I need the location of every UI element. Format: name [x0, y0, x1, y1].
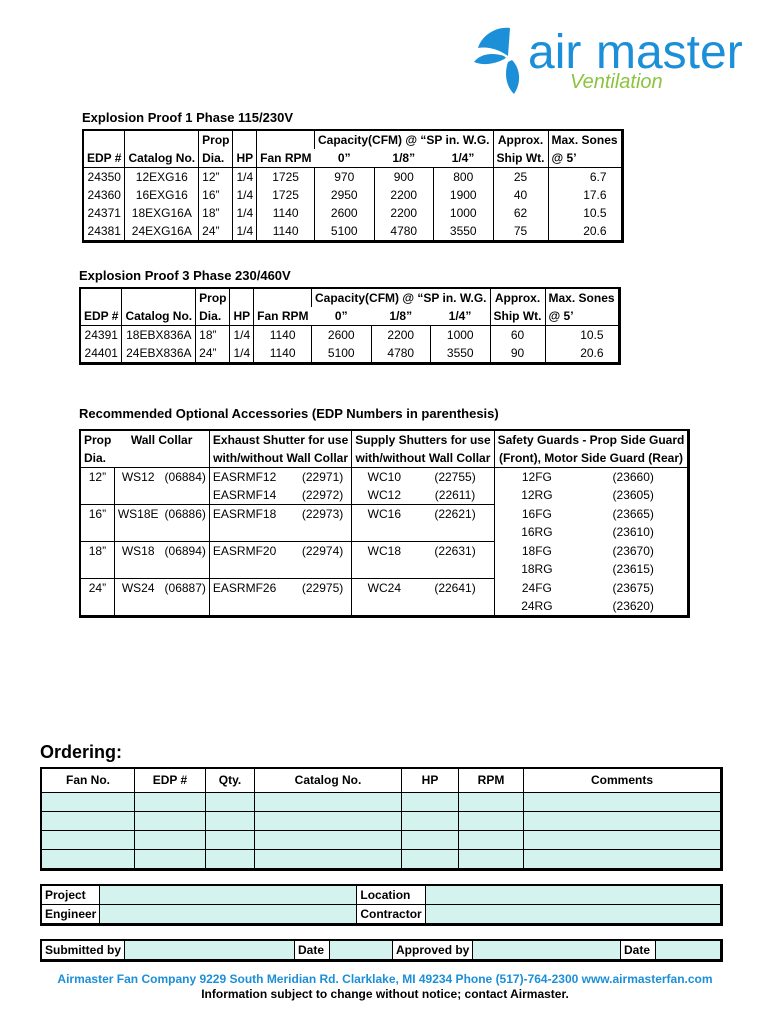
order-input-cell[interactable] [255, 792, 402, 811]
table-cell: 1140 [257, 222, 315, 242]
table-cell: 24” [199, 222, 233, 242]
table1 [82, 129, 624, 243]
table-cell: 25 [493, 168, 548, 187]
table-cell: 24371 [87, 206, 121, 220]
table-cell: 3550 [434, 222, 494, 242]
list-item [80, 579, 689, 598]
table-cell: 62 [493, 204, 548, 222]
table-cell: 12EXG16 [125, 168, 199, 187]
accessory-cell [416, 523, 494, 542]
table-cell: 2200 [374, 204, 434, 222]
order-row [41, 849, 722, 869]
acc-h-wall: Wall Collar [130, 433, 193, 447]
accessory-cell: (22975) [294, 579, 352, 598]
t2-h-capacity: Capacity(CFM) @ “SP in. W.G. [312, 288, 491, 307]
table-cell: 1725 [257, 186, 315, 204]
list-item [80, 486, 689, 505]
accessory-cell: WS18 [114, 542, 161, 561]
list-item [80, 560, 689, 579]
order-input-cell[interactable] [402, 849, 459, 869]
table-cell: 24401 [84, 346, 118, 360]
list-item [80, 597, 689, 617]
accessory-cell: 12RG [494, 486, 579, 505]
engineer-label: Engineer [41, 905, 100, 925]
accessory-cell [294, 597, 352, 617]
accessory-cell: 18RG [494, 560, 579, 579]
contractor-input[interactable] [425, 905, 721, 925]
submitted-label: Submitted by [45, 943, 122, 957]
date2-label: Date [621, 940, 656, 961]
accessory-cell [162, 560, 210, 579]
accessory-cell: (23665) [612, 506, 654, 521]
order-input-cell[interactable] [206, 792, 255, 811]
accessory-cell: 16RG [494, 523, 579, 542]
table-cell: 5100 [312, 344, 372, 364]
accessory-cell [114, 597, 161, 617]
table-cell: 24360 [87, 188, 121, 202]
table-cell: 24381 [87, 224, 121, 238]
table-cell: 75 [493, 222, 548, 242]
order-input-cell[interactable] [255, 830, 402, 849]
acc-h-sup1: Supply Shutters for use [352, 430, 494, 449]
table-cell: 18EBX836A [122, 326, 196, 345]
accessory-cell [352, 523, 417, 542]
accessory-cell [416, 560, 494, 579]
submitted-input[interactable] [125, 940, 295, 961]
t2-h-shipwt: Ship Wt. [490, 307, 545, 326]
ord-h-qty: Qty. [206, 768, 255, 792]
t2-h-sones: Max. Sones [545, 288, 619, 307]
accessory-cell [80, 486, 114, 505]
date1-label: Date [295, 940, 330, 961]
table-cell: 6.7 [548, 168, 622, 187]
accessory-cell: (22971) [294, 468, 352, 487]
accessory-cell: 24RG [494, 597, 579, 617]
order-input-cell[interactable] [206, 830, 255, 849]
project-input[interactable] [100, 885, 357, 905]
table-cell: 1/4 [233, 168, 257, 187]
order-input-cell[interactable] [459, 811, 524, 830]
logo-brand-air: air [528, 26, 582, 79]
order-input-cell[interactable] [524, 830, 722, 849]
table-cell: 10.5 [548, 204, 622, 222]
accessory-cell: EASRMF18 [209, 505, 293, 524]
accessory-cell: (23620) [612, 599, 654, 613]
approved-input[interactable] [473, 940, 621, 961]
table-cell: 24EBX836A [122, 344, 196, 364]
table-cell: 16EXG16 [125, 186, 199, 204]
acc-h-sup2: with/without Wall Collar [352, 449, 494, 468]
signature-table [40, 939, 723, 962]
ord-h-fanno: Fan No. [66, 773, 110, 788]
accessory-cell [162, 523, 210, 542]
accessory-cell [114, 523, 161, 542]
logo-sub: Ventilation [570, 71, 663, 93]
accessory-cell [294, 523, 352, 542]
accessories-table [79, 429, 690, 618]
table2 [79, 287, 621, 365]
accessory-cell: 18” [80, 542, 114, 561]
ordering-table [40, 767, 723, 871]
table-cell: 16” [199, 186, 233, 204]
table-cell: 1140 [257, 204, 315, 222]
order-row [41, 811, 722, 830]
order-input-cell[interactable] [255, 849, 402, 869]
acc-h-guard2: (Front), Motor Side Guard (Rear) [494, 449, 689, 468]
accessory-cell [80, 523, 114, 542]
accessory-cell: EASRMF12 [209, 468, 293, 487]
airmaster-logo [470, 18, 760, 98]
t2-h-approx: Approx. [490, 288, 545, 307]
t1-h-shipwt: Ship Wt. [493, 149, 548, 168]
table-cell: 970 [315, 168, 375, 187]
order-input-cell[interactable] [524, 849, 722, 869]
accessory-cell [114, 486, 161, 505]
accessory-cell: (23670) [612, 543, 654, 558]
table-cell: 1725 [257, 168, 315, 187]
table-row [83, 168, 622, 187]
project-label: Project [45, 888, 86, 902]
table-cell: 1000 [431, 326, 491, 345]
accessory-cell: (22611) [434, 488, 476, 502]
t1-h-0: 0” [337, 151, 351, 165]
order-input-cell[interactable] [459, 792, 524, 811]
table-cell: 18EXG16A [125, 204, 199, 222]
acc-h-exh1: Exhaust Shutter for use [209, 430, 351, 449]
table-cell: 1/4 [233, 204, 257, 222]
t1-h-hp: HP [233, 149, 257, 168]
order-input-cell[interactable] [206, 811, 255, 830]
accessory-cell [209, 560, 293, 579]
logo-brand-master: master [596, 26, 743, 79]
order-input-cell[interactable] [41, 830, 135, 849]
ordering-title: Ordering: [40, 742, 123, 762]
ord-h-hp: HP [402, 768, 459, 792]
table-cell: 1/4 [230, 344, 254, 364]
t1-h-capacity: Capacity(CFM) @ “SP in. W.G. [315, 130, 494, 149]
accessory-cell: (06894) [162, 542, 210, 561]
accessory-cell: 16FG [494, 505, 579, 524]
table-cell: 2950 [315, 186, 375, 204]
order-input-cell[interactable] [41, 849, 135, 869]
accessory-cell: (06887) [162, 579, 210, 598]
order-input-cell[interactable] [402, 792, 459, 811]
table-cell: 24391 [80, 326, 122, 345]
accessory-cell [80, 560, 114, 579]
table-cell: 24” [196, 344, 230, 364]
t1-h-catalog: Catalog No. [125, 149, 199, 168]
date1-input[interactable] [330, 940, 393, 961]
ord-h-rpm: RPM [459, 768, 524, 792]
accessory-cell: WC18 [352, 542, 417, 561]
list-item [80, 542, 689, 561]
table2-title: Explosion Proof 3 Phase 230/460V [79, 268, 291, 283]
accessory-cell: (22631) [416, 542, 494, 561]
order-input-cell[interactable] [135, 849, 206, 869]
accessory-cell [80, 597, 114, 617]
table-row [80, 326, 619, 345]
table-cell: 2600 [315, 204, 375, 222]
table-row [80, 344, 619, 364]
table-cell: 1/4 [233, 186, 257, 204]
list-item [80, 468, 689, 487]
order-row [41, 830, 722, 849]
table-cell: 1000 [434, 204, 494, 222]
acc-h-prop: Prop [84, 433, 112, 447]
date2-input[interactable] [656, 940, 722, 961]
order-input-cell[interactable] [524, 792, 722, 811]
t1-h-approx: Approx. [493, 130, 548, 149]
accessory-cell [416, 597, 494, 617]
t1-h-14: 1/4” [451, 151, 475, 165]
list-item [80, 523, 689, 542]
t1-h-prop: Prop [199, 130, 233, 149]
acc-h-guard1: Safety Guards - Prop Side Guard [494, 430, 689, 449]
accessory-cell: WC10 [352, 468, 417, 487]
accessory-cell [114, 560, 161, 579]
t1-h-dia: Dia. [199, 149, 233, 168]
accessory-cell [209, 597, 293, 617]
accessory-cell: (23660) [579, 468, 689, 487]
table-cell: 2200 [374, 186, 434, 204]
accessory-cell [352, 560, 417, 579]
t1-h-edp: EDP # [87, 151, 122, 165]
t1-h-rpm: Fan RPM [257, 149, 315, 168]
t2-h-dia: Dia. [196, 307, 230, 326]
accessory-cell: (22973) [294, 505, 352, 524]
accessory-cell: EASRMF14 [209, 486, 293, 505]
t2-h-14: 1/4” [448, 309, 472, 323]
location-input[interactable] [425, 885, 721, 905]
t1-h-sones: Max. Sones [548, 130, 622, 149]
t2-h-prop: Prop [196, 288, 230, 307]
accessory-cell: (23675) [612, 580, 654, 595]
order-row [41, 792, 722, 811]
t2-h-18: 1/8” [389, 309, 413, 323]
accessory-cell: 24” [80, 579, 114, 598]
table-cell: 4780 [374, 222, 434, 242]
t2-h-5ft: @ 5’ [545, 307, 619, 326]
accessory-cell [352, 597, 417, 617]
accessory-cell: WS18E [114, 505, 161, 524]
table-cell: 1/4 [230, 326, 254, 345]
propeller-icon [474, 28, 519, 94]
engineer-input[interactable] [100, 905, 357, 925]
accessory-cell: (22641) [416, 579, 494, 598]
table-cell: 18” [196, 326, 230, 345]
order-input-cell[interactable] [255, 811, 402, 830]
list-item [80, 505, 689, 524]
order-input-cell[interactable] [402, 830, 459, 849]
order-input-cell[interactable] [402, 811, 459, 830]
accessory-cell: 24FG [494, 579, 579, 598]
accessory-cell: WC16 [352, 505, 417, 524]
table-cell: 900 [374, 168, 434, 187]
table-cell: 800 [434, 168, 494, 187]
table-row [83, 186, 622, 204]
accessory-cell: 18FG [494, 542, 579, 561]
table-cell: 1140 [254, 326, 312, 345]
t2-h-catalog: Catalog No. [122, 307, 196, 326]
accessory-cell: (22621) [416, 505, 494, 524]
order-input-cell[interactable] [135, 830, 206, 849]
table-cell: 1140 [254, 344, 312, 364]
accessory-cell: (23615) [612, 562, 654, 577]
table-row [83, 204, 622, 222]
table1-title: Explosion Proof 1 Phase 115/230V [82, 110, 293, 125]
accessory-cell: (06884) [162, 468, 210, 487]
project-table [40, 884, 723, 926]
accessory-cell: 12” [80, 468, 114, 487]
ord-h-catalog: Catalog No. [255, 768, 402, 792]
t2-h-edp: EDP # [84, 309, 119, 323]
accessory-cell: EASRMF26 [209, 579, 293, 598]
accessory-cell: WS12 [114, 468, 161, 487]
table-cell: 18” [199, 204, 233, 222]
table-cell: 1900 [434, 186, 494, 204]
ord-h-edp: EDP # [135, 768, 206, 792]
table-row [83, 222, 622, 242]
table-cell: 5100 [315, 222, 375, 242]
contractor-label: Contractor [357, 905, 425, 925]
table-cell: 20.6 [545, 344, 619, 364]
table-cell: 1/4 [233, 222, 257, 242]
table-cell: 10.5 [545, 326, 619, 345]
table-cell: 12” [199, 168, 233, 187]
acc-h-exh2: with/without Wall Collar [209, 449, 351, 468]
accessory-cell [209, 523, 293, 542]
accessory-cell: 12FG [494, 468, 579, 487]
accessory-cell: (22972) [301, 488, 344, 502]
t2-h-0: 0” [334, 309, 348, 323]
acc-h-dia: Dia. [84, 451, 107, 465]
t1-h-18: 1/8” [392, 151, 416, 165]
order-input-cell[interactable] [135, 811, 206, 830]
order-input-cell[interactable] [459, 830, 524, 849]
ord-h-comments: Comments [524, 768, 722, 792]
accessory-cell: (23605) [612, 488, 654, 503]
order-input-cell[interactable] [206, 849, 255, 869]
accessory-cell [162, 486, 210, 505]
table-cell: 24350 [83, 168, 125, 187]
accessory-cell: 16” [80, 505, 114, 524]
accessory-cell: WC12 [352, 486, 417, 505]
t1-h-5ft: @ 5’ [548, 149, 622, 168]
order-input-cell[interactable] [41, 792, 135, 811]
accessory-cell: (22974) [294, 542, 352, 561]
approved-label: Approved by [393, 940, 473, 961]
table-cell: 60 [490, 326, 545, 345]
table-cell: 20.6 [548, 222, 622, 242]
order-input-cell[interactable] [459, 849, 524, 869]
table-cell: 90 [490, 344, 545, 364]
accessory-cell: (06886) [162, 505, 210, 524]
table-cell: 3550 [431, 344, 491, 364]
t2-h-hp: HP [230, 307, 254, 326]
table-cell: 2200 [371, 326, 431, 345]
footer-address: Airmaster Fan Company 9229 South Meridian Rd. Clarklake, MI 49234 Phone (517)-764-2300 www.airmasterfan.com [57, 972, 713, 986]
table-cell: 2600 [312, 326, 372, 345]
accessory-cell: EASRMF20 [209, 542, 293, 561]
table-cell: 40 [493, 186, 548, 204]
order-input-cell[interactable] [135, 792, 206, 811]
accessory-cell: WC24 [352, 579, 417, 598]
table-cell: 17.6 [548, 186, 622, 204]
location-label: Location [357, 885, 425, 905]
accessory-cell: (22755) [416, 468, 494, 487]
accessory-cell [294, 560, 352, 579]
order-input-cell[interactable] [41, 811, 135, 830]
table-cell: 4780 [371, 344, 431, 364]
accessory-cell: (23610) [612, 525, 654, 540]
accessories-title: Recommended Optional Accessories (EDP Numbers in parenthesis) [79, 406, 499, 421]
t2-h-rpm: Fan RPM [254, 307, 312, 326]
footer-notice: Information subject to change without notice; contact Airmaster. [201, 987, 569, 1001]
accessory-cell [162, 597, 210, 617]
accessory-cell: WS24 [114, 579, 161, 598]
order-input-cell[interactable] [524, 811, 722, 830]
table-cell: 24EXG16A [125, 222, 199, 242]
